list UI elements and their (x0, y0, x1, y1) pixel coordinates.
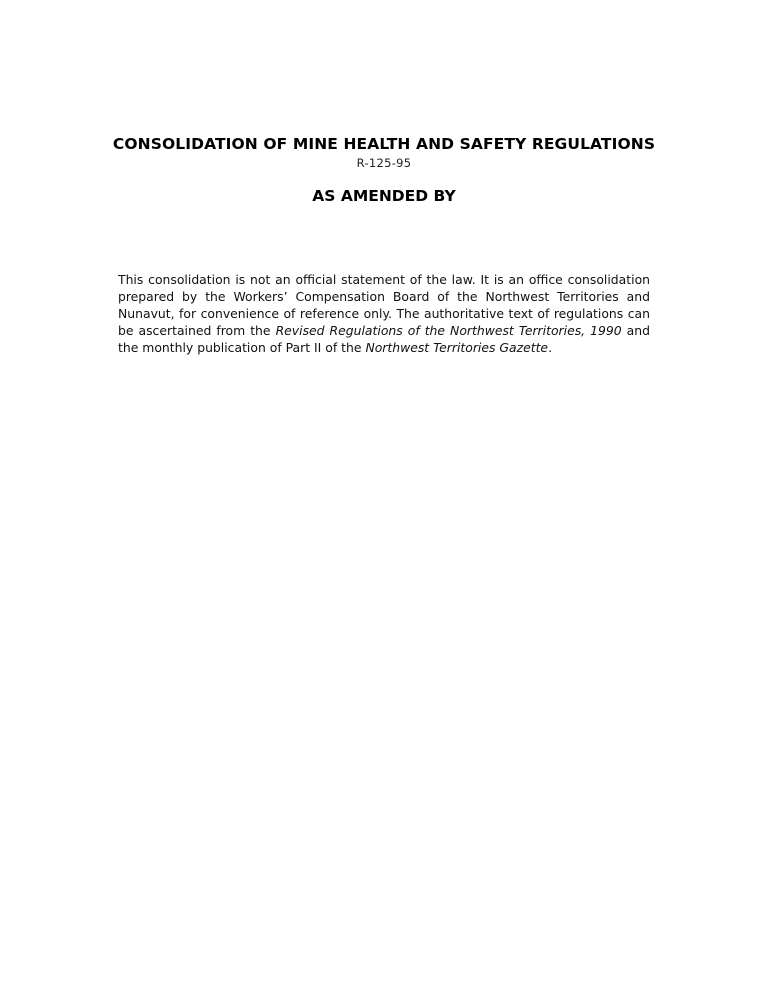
disclaimer-text: and the monthly publication of Part II of the (118, 323, 650, 356)
regulation-number: R-125-95 (356, 156, 412, 170)
disclaimer-citation-regulations: Revised Regulations of the Northwest Territories, 1990 (275, 323, 622, 339)
disclaimer-paragraph (118, 271, 650, 356)
disclaimer-text: . (548, 340, 553, 356)
document-title: CONSOLIDATION OF MINE HEALTH AND SAFETY REGULATIONS (112, 135, 656, 153)
disclaimer-citation-gazette: Northwest Territories Gazette (365, 340, 549, 356)
disclaimer-text: This consolidation is not an official statement of the law. It is an office consolidation prepared by the Workers’ Compensation Board of the Northwest Territories and Nunavut, for convenience of reference only. The authoritative text of regulations can be ascertained from the (118, 272, 650, 339)
amended-heading: AS AMENDED BY (312, 187, 456, 205)
